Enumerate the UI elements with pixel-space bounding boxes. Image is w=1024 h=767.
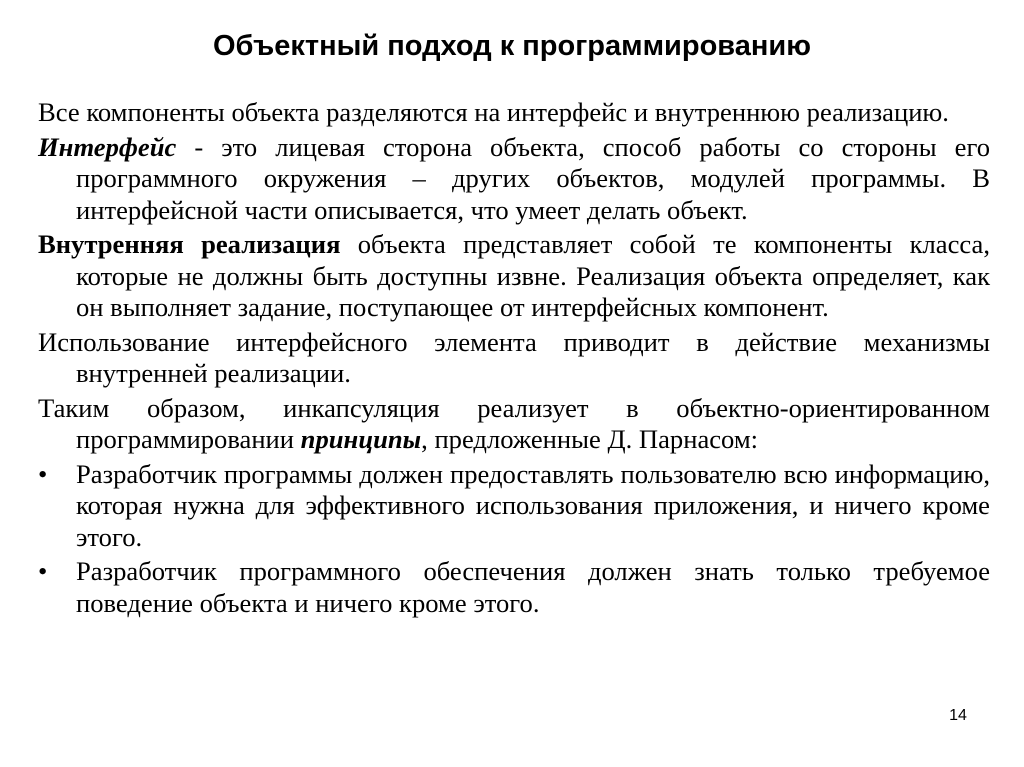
slide-title: Объектный подход к программированию [213,30,811,62]
bullet-item-program-developer [38,459,990,554]
paragraph-text-before: Таким образом, инкапсуляция реализует в объектно-ориентированном программировании [38,392,990,454]
term-principles: принципы [300,424,422,454]
paragraph-interface [38,132,990,227]
paragraph-text: Использование интерфейсного элемента приводит в действие механизмы внутренней реализации. [38,326,990,388]
slide-content [38,97,990,622]
page-number: 14 [949,707,967,724]
paragraph-encapsulation [38,393,990,456]
paragraph-usage [38,327,990,390]
term-interface: Интерфейс [38,131,177,162]
paragraph-text: объекта представляет собой те компоненты класса, которые не должны быть доступны извне. Реализация объекта определяет, как он выполняет задание, поступающее от интерфейсных компонент. [76,229,990,322]
bullet-marker: • [38,556,48,586]
bullet-text: Разработчик программного обеспечения должен знать только требуемое поведение объекта и ничего кроме этого. [76,556,990,618]
paragraph-text: - это лицевая сторона объекта, способ работы со стороны его программного окружения – других объектов, модулей программы. В интерфейсной части описывается, что умеет делать объект. [76,131,990,225]
bullet-text: Разработчик программы должен предоставлять пользователю всю информацию, которая нужна для эффективного использования приложения, и ничего кроме этого. [76,458,990,552]
bullet-marker: • [38,458,48,489]
term-internal-implementation: Внутренняя реализация [38,229,341,259]
paragraph-text: Все компоненты объекта разделяются на интерфейс и внутреннюю реализацию. [38,97,949,127]
paragraph-components [38,97,990,129]
paragraph-internal-implementation [38,229,990,324]
bullet-item-software-developer [38,556,990,619]
paragraph-text-after: , предложенные Д. Парнасом: [421,424,759,454]
